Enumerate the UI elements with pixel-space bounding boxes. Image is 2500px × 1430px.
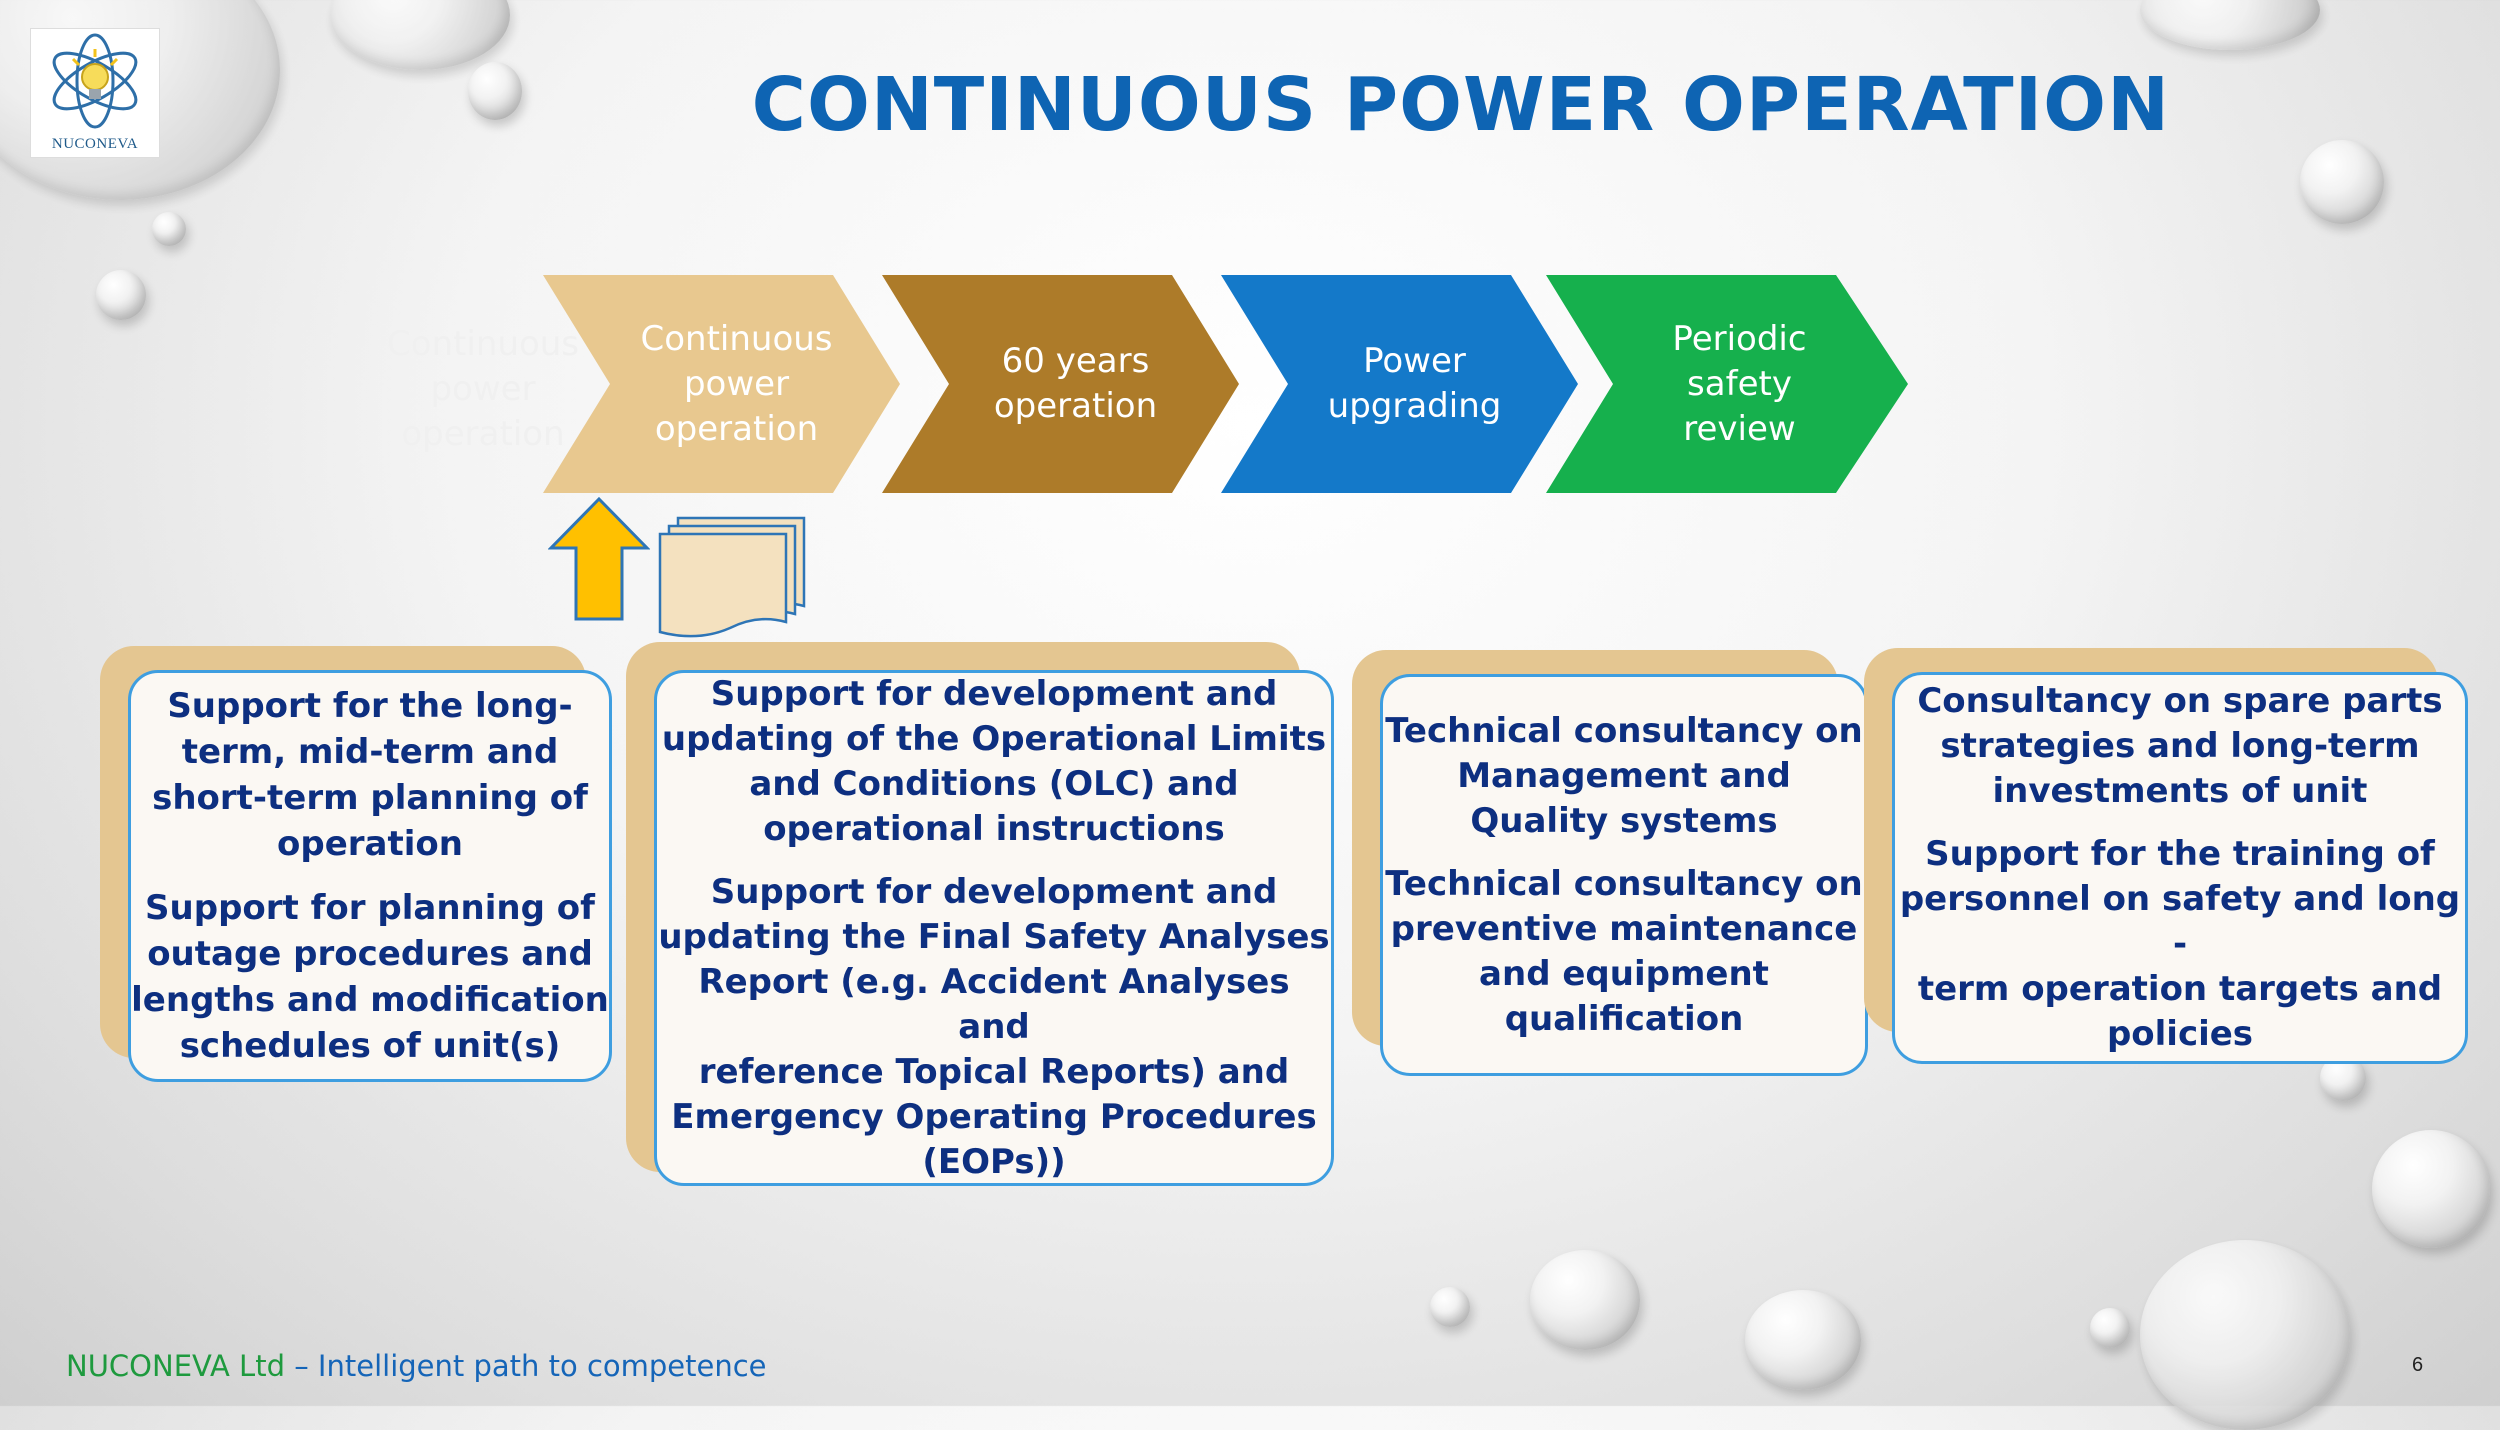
water-drop-decoration (1430, 1287, 1470, 1327)
card-item: Support for the training of personnel on safety and long - term operation targets and policies (1899, 834, 2461, 1054)
card-item: Support for development and updating of the Operational Limits and Conditions (OLC) and operational instructions (661, 673, 1327, 849)
water-drop-decoration (330, 0, 510, 70)
water-drop-decoration (2372, 1130, 2490, 1248)
process-step-label: 60 years operation (993, 341, 1158, 426)
process-step-label: Continuous power operation (640, 318, 833, 449)
footer (66, 1349, 767, 1383)
card-item: Technical consultancy on Management and Quality systems (1385, 710, 1863, 841)
process-step-4 (1546, 275, 1903, 493)
process-step-label: Power upgrading (1327, 341, 1502, 426)
water-drop-decoration (2090, 1308, 2130, 1348)
info-card-spare-parts (1892, 672, 2468, 1064)
logo-wordmark: NUCONEVA (51, 136, 139, 152)
info-card-consultancy (1380, 674, 1868, 1076)
footer-brand: NUCONEVA Ltd (66, 1349, 285, 1383)
card-item: Support for planning of outage procedures and lengths and modification schedules of unit(s) (131, 888, 609, 1066)
faded-step-label: Continuous power operation (386, 324, 580, 454)
info-card-planning (128, 670, 612, 1082)
page-title: CONTINUOUS POWER OPERATION (751, 62, 2170, 148)
process-step-3 (1221, 275, 1578, 493)
info-card-olc (654, 670, 1334, 1186)
water-drop-decoration (1745, 1290, 1861, 1390)
process-step-2 (882, 275, 1239, 493)
water-drop-decoration (2140, 0, 2320, 50)
water-drop-decoration (152, 212, 186, 246)
water-drop-decoration (1530, 1250, 1640, 1350)
water-drop-decoration (2300, 140, 2384, 224)
footer-tagline: – Intelligent path to competence (285, 1349, 767, 1383)
card-item: Support for development and updating the Final Safety Analyses Report (e.g. Accident Analyses and reference Topical Reports) and Emergency Operating Procedures (EOPs)) (658, 871, 1330, 1182)
water-drop-decoration (2140, 1240, 2350, 1430)
process-step-1 (543, 275, 900, 493)
card-item: Support for the long- term, mid-term and short-term planning of operation (152, 686, 588, 864)
up-arrow-icon (548, 496, 650, 622)
page-number: 6 (2412, 1354, 2424, 1376)
documents-icon (656, 514, 808, 640)
process-step-label: Periodic safety review (1672, 318, 1807, 449)
water-drop-decoration (96, 270, 146, 320)
card-item: Consultancy on spare parts strategies and long-term investments of unit (1917, 681, 2443, 811)
card-item: Technical consultancy on preventive maintenance and equipment qualification (1385, 863, 1863, 1039)
